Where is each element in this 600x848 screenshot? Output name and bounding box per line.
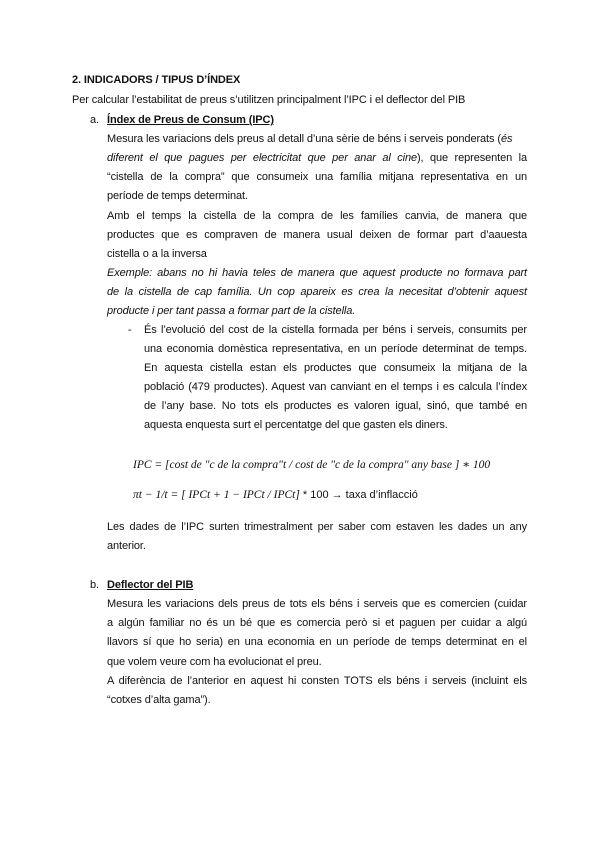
bullet-line4: població (479 productes). Aquest van canviant en el temps i es calcula l’índex: [144, 381, 527, 393]
ipc-p2-line1: Amb el temps la cistella de la compra de les famílies canvia, de manera que: [107, 210, 527, 222]
ipc-p2-line2: productes que es compraven de manera usual deixen de formar part d’aauesta: [107, 229, 527, 241]
bullet-line6: aquesta enquesta surt el percentatge del que gasten els diners.: [144, 419, 448, 431]
ipc-p3-line2: anterior.: [107, 540, 146, 552]
ipc-example-line3: producte i per tant passa a formar part de la cistella.: [107, 305, 356, 317]
ipc-p1-line1-text: Mesura les variacions dels preus al detall d’una sèrie de béns i serveis ponderats (: [107, 133, 501, 145]
inflation-formula-expression: πt − 1/t = [ IPCt + 1 − IPCt / IPCt]: [133, 489, 300, 501]
ipc-heading: Índex de Preus de Consum (IPC): [107, 114, 274, 126]
ipc-p1-line1: [107, 132, 512, 146]
pib-heading: Deflector del PIB: [107, 579, 194, 591]
pib-p1-line3: llavors sí que ho seria) en una economia en un període de temps determinat en el: [107, 636, 527, 648]
pib-p1-line4: que volem veure com ha evolucionat el preu.: [107, 656, 322, 668]
ipc-formula: IPC = [cost de "c de la compra"t / cost de "c de la compra" any base ] ∗ 100: [133, 459, 491, 471]
pib-p2-line1: A diferència de l’anterior en aquest hi consten TOTS els béns i serveis (incluint els: [107, 675, 527, 687]
ipc-example-line2: de la cistella de cap família. Un cop apareix es crea la necesitat d’obtenir aquest: [107, 286, 527, 298]
ipc-p3-line1: Les dades de l’IPC surten trimestralment per saber com estaven les dades un any: [107, 521, 527, 533]
list-marker-b: b.: [90, 579, 99, 591]
ipc-p1-line4: període de temps determinat.: [107, 190, 248, 202]
pib-p1-line2: a algún familiar no és un bé que es comercia però si et paguen per cuidar a algú: [107, 617, 527, 629]
pib-p2-line2: “cotxes d’alta gama”).: [107, 694, 211, 706]
list-marker-a: a.: [90, 114, 99, 126]
bullet-line2: una economia domèstica representativa, en un període determinat de temps.: [144, 343, 527, 355]
ipc-p1-line1-italic: és: [500, 133, 513, 145]
inflation-formula: [133, 488, 418, 502]
ipc-p2-line3: cistella o a la inversa: [107, 248, 207, 260]
bullet-marker: -: [128, 324, 132, 336]
inflation-formula-label: * 100 → taxa d’inflacció: [299, 489, 418, 501]
bullet-line1: És l’evolució del cost de la cistella formada per béns i serveis, consumits per: [144, 324, 527, 336]
ipc-p1-line3: “cistella de la compra” que consumeix una família mitjana representativa en un: [107, 171, 527, 183]
section-title: 2. INDICADORS / TIPUS D’ÍNDEX: [72, 74, 241, 86]
pib-p1-line1: Mesura les variacions dels preus de tots els béns i serveis que es comercien (cuidar: [107, 598, 527, 610]
section-intro: Per calcular l’estabilitat de preus s’utilitzen principalment l’IPC i el deflector del PIB: [72, 94, 466, 106]
ipc-p1-line2-italic: diferent el que pagues per electricitat que per anar al cine: [107, 152, 417, 164]
bullet-line5: de l’any base. No tots els productes es valoren igual, sinó, que també en: [144, 400, 527, 412]
bullet-line3: En aquesta cistella estan els productes que consumeix la mitjana de la: [144, 362, 527, 374]
ipc-p1-line2-text: ), que representen la: [416, 152, 527, 164]
ipc-p1-line2: [107, 151, 527, 165]
ipc-example-line1: Exemple: abans no hi havia teles de manera que aquest producte no formava part: [107, 267, 527, 279]
